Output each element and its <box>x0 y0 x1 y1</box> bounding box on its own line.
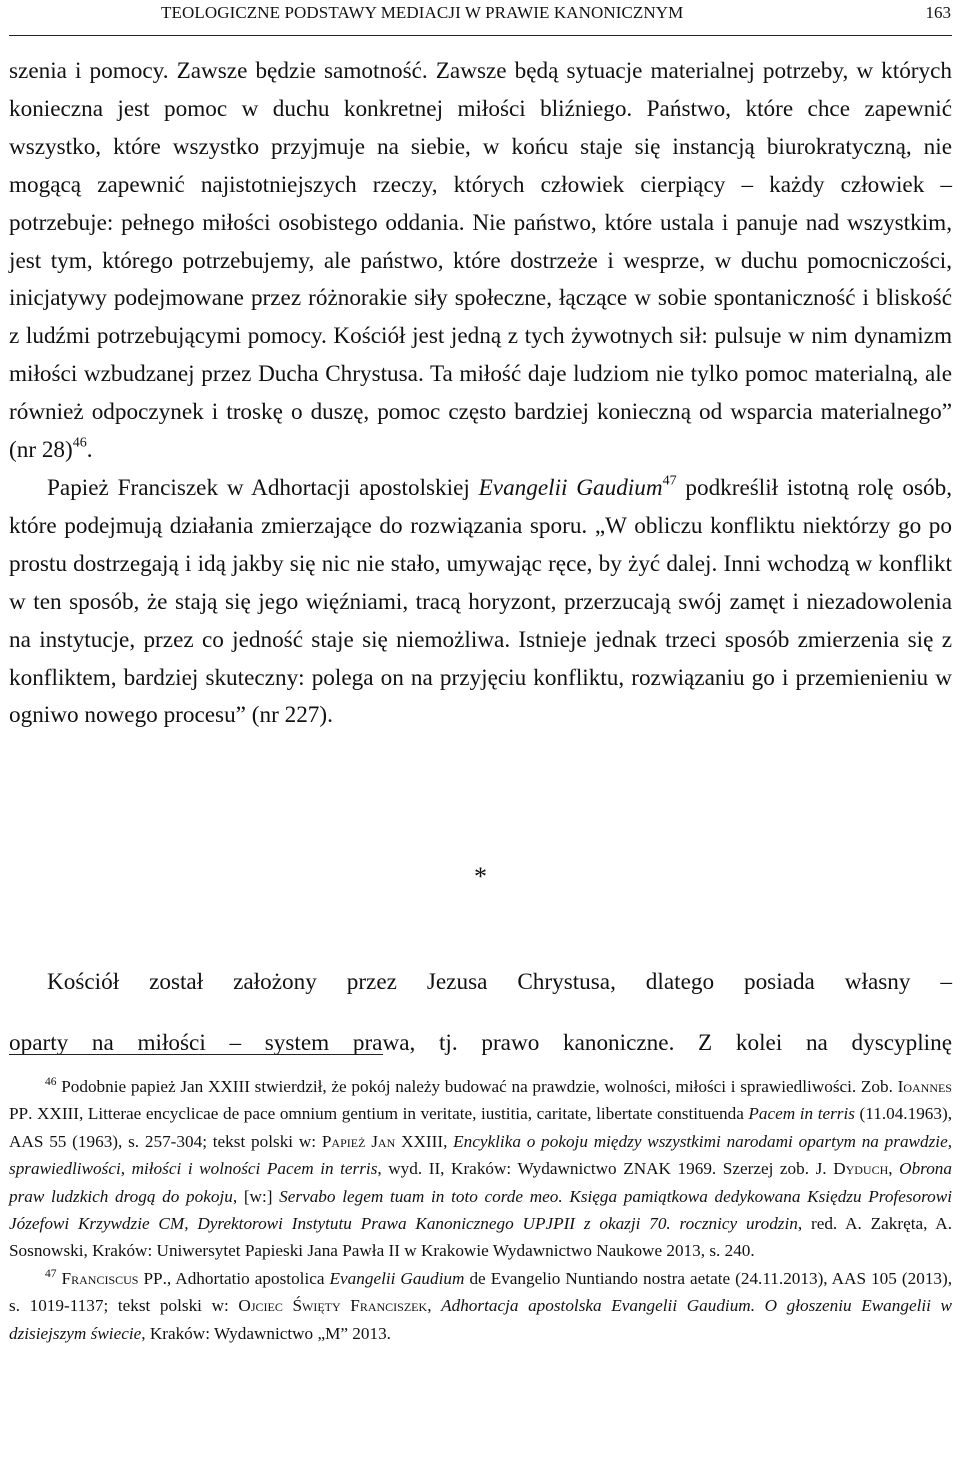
footnote-number: 47 <box>45 1267 57 1280</box>
author-name: Franciscus PP <box>61 1268 163 1288</box>
footnotes <box>9 1073 952 1347</box>
work-title: Obrona praw ludzkich drogą do pokoju <box>9 1159 952 1206</box>
author-name: Ojciec Święty Franciszek <box>238 1296 428 1316</box>
footnote-text: (11.04.1963), AAS 55 (1963), s. 257-304; tekst polski w: <box>9 1104 952 1151</box>
work-title: Adhortacja apostolska Evangelii Gaudium. O głoszeniu Ewangelii w dzisiejszym świecie <box>9 1296 953 1343</box>
author-name: Dyduch <box>833 1159 889 1179</box>
paragraph-franciszek <box>9 470 952 735</box>
footnote-text: , <box>443 1131 454 1151</box>
footnote-text: Podobnie papież Jan XXIII stwierdził, że pokój należy budować na prawdzie, wolności, miłości i sprawiedliwości. Zob. <box>56 1077 898 1096</box>
footnote-text: , [w:] <box>232 1186 280 1206</box>
running-title: TEOLOGICZNE PODSTAWY MEDIACJI W PRAWIE KANONICZNYM <box>161 3 684 22</box>
footnote-ref-46[interactable]: 46 <box>72 435 87 451</box>
paragraph-line: Kościół został założony przez Jezusa Chrystusa, dlatego posiada własny – <box>47 969 952 996</box>
work-title: Encyklika o pokoju między wszystkimi narodami opartym na prawdzie, sprawiedliwości, miłości i wolności Pacem in terris <box>9 1131 953 1179</box>
footnote-text: , <box>427 1296 442 1316</box>
work-title: Evangelii Gaudium <box>478 474 663 501</box>
paragraph-line: oparty na miłości – system prawa, tj. prawo kanoniczne. Z kolei na dyscyplinę <box>9 1030 952 1057</box>
paragraph-text: podkreślił istotną rolę osób, które podejmują działania zmierzające do rozwiązania sporu. „W obliczu konfliktu niektórzy go po prostu dostrzegają i idą jakby się nic nie stało, umywając ręce, by żyć dalej. Inni wchodzą w konflikt w ten sposób, że stają się jego więźniami, tracą horyzont, przerzucają swój zamęt i niezadowolenia na instytucje, przez co jedność staje się niemożliwa. Istnieje jednak trzeci sposób zmierzenia się z konfliktem, bardziej skuteczny: polega on na przyjęciu konfliktu, rozwiązaniu go i przemienieniu w ogniwo nowego procesu” (nr 227). <box>9 474 952 729</box>
paragraph-text: szenia i pomocy. Zawsze będzie samotność. Zawsze będą sytuacje materialnej potrzeby, w których konieczna jest pomoc w duchu konkretnej miłości bliźniego. Państwo, które chce zapewnić wszystko, które wszystko przyjmuje na siebie, w końcu staje się instancją biurokratyczną, nie mogącą zapewnić najistotniejszych rzeczy, których człowiek cierpiący – każdy człowiek – potrzebuje: pełnego miłości osobistego oddania. Nie państwo, które ustala i panuje nad wszystkim, jest tym, którego potrzebujemy, ale państwo, które dostrzeże i wesprze, w duchu pomocniczości, inicjatywy podejmowane przez różnorakie siły społeczne, łączące w sobie spontaniczność i bliskość z ludźmi potrzebującymi pomocy. Kościół jest jedną z tych żywotnych sił: pulsuje w nim dynamizm miłości wzbudzanej przez Ducha Chrystusa. Ta miłość daje ludziom nie tylko pomoc materialną, ale również odpoczynek i troskę o duszę, pomoc często bardziej konieczną od wsparcia materialnego” (nr 28) <box>9 58 952 464</box>
footnote-46 <box>9 1073 952 1265</box>
page-number: 163 <box>925 3 951 22</box>
footnote-47 <box>9 1265 952 1347</box>
footnote-text: , <box>888 1159 900 1179</box>
footnote-text: de Evangelio Nuntiando nostra aetate (24.11.2013), AAS 105 (2013), s. 1019-1137; tekst polski w: <box>9 1268 953 1316</box>
footnote-text: , Kraków: Wydawnictwo „M” 2013. <box>141 1323 391 1343</box>
paragraph-text: Papież Franciszek w Adhortacji apostolskiej <box>47 474 479 501</box>
footnote-divider <box>9 1054 383 1055</box>
section-separator: * <box>474 862 487 891</box>
footnote-ref-47[interactable]: 47 <box>662 473 677 489</box>
author-name: Ioannes PP <box>9 1077 952 1124</box>
footnote-text: ., Adhortatio apostolica <box>162 1268 330 1288</box>
work-title: Pacem in terris <box>748 1104 855 1124</box>
footnote-text: , red. A. Zakręta, A. Sosnowski, Kraków: Uniwersytet Papieski Jana Pawła II w Krakowie Wydawnictwo Naukowe 2013, s. 240. <box>9 1214 952 1261</box>
work-title: Servabo legem tuam in toto corde meo. Księga pamiątkowa dedykowana Księdzu Profesorowi Józefowi Krzywdzie CM, Dyrektorowi Instytutu Prawa Kanonicznego UPJPII z okazji 70. rocznicy urodzin <box>9 1186 952 1234</box>
paragraph-continued: szenia i pomocy. Zawsze będzie samotność. Zawsze będą sytuacje materialnej potrzeby, w których konieczna jest pomoc w duchu konkretnej miłości bliźniego. Państwo, które chce zapewnić wszystko, które wszystko przyjmuje na siebie, w końcu staje się instancją biurokratyczną, nie mogącą zapewnić najistotniejszych rzeczy, których człowiek cierpiący – każdy człowiek – potrzebuje: pełnego miłości osobistego oddania. Nie państwo, które ustala i panuje nad wszystkim, jest tym, którego potrzebujemy, ale państwo, które dostrzeże i wesprze, w duchu pomocniczości, inicjatywy podejmowane przez różnorakie siły społeczne, łączące w sobie spontaniczność i bliskość z ludźmi potrzebującymi pomocy. Kościół jest jedną z tych żywotnych sił: pulsuje w nim dynamizm miłości wzbudzanej przez Ducha Chrystusa. Ta miłość daje ludziom nie tylko pomoc materialną, ale również odpoczynek i troskę o duszę, pomoc często bardziej konieczną od wsparcia materialnego” (nr 28)$^{46}$. <box>9 58 952 464</box>
main-text <box>9 53 952 735</box>
footnote-text: , wyd. II, Kraków: Wydawnictwo ZNAK 1969. Szerzej zob. J. <box>377 1159 834 1179</box>
footnote-number: 46 <box>45 1076 57 1089</box>
footnote-text: . XXIII, Litterae encyclicae de pace omnium gentium in veritate, iustitia, caritate, libertate constituenda <box>28 1104 749 1124</box>
author-name: Papież Jan XXIII <box>321 1131 444 1151</box>
work-title: Evangelii Gaudium <box>329 1268 465 1288</box>
running-header <box>9 0 952 36</box>
